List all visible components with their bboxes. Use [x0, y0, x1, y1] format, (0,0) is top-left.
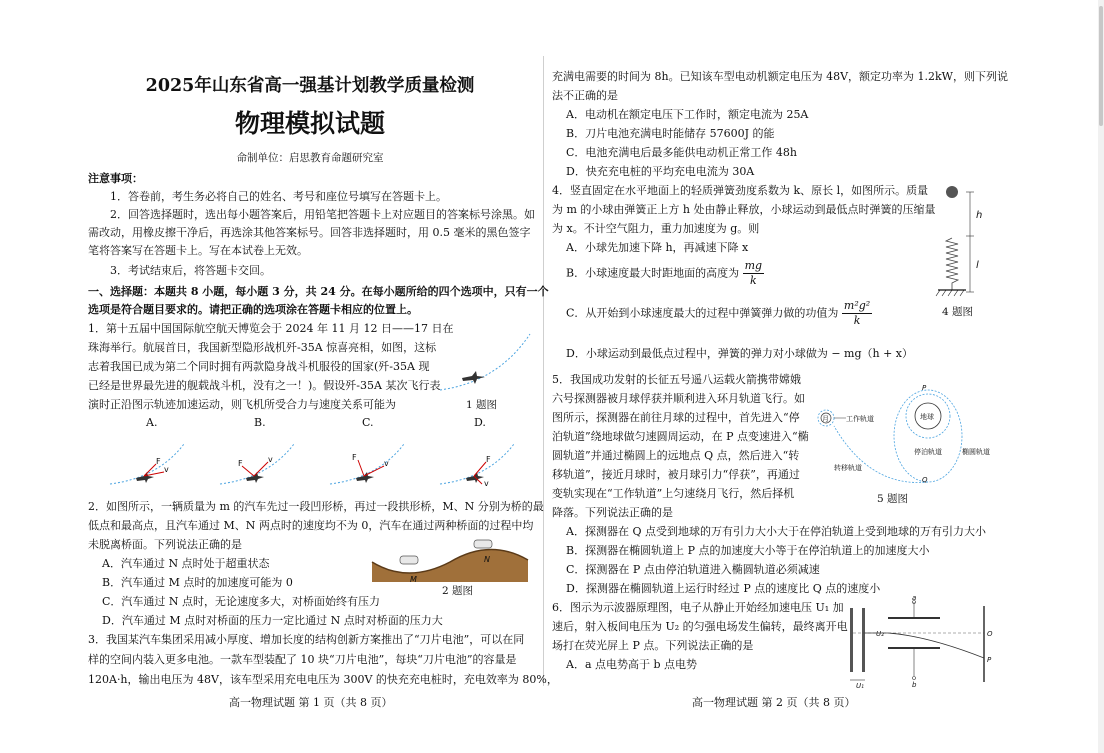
exam-producer: 命制单位：启思教育命题研究室 [236, 152, 384, 164]
q3-option-a: A．电动机在额定电压下工作时，额定电流为 25A [566, 108, 809, 121]
q5-figure [810, 378, 1000, 488]
spring-icon [946, 238, 958, 290]
jet-icon [462, 371, 485, 384]
q4-option-b [566, 259, 764, 288]
question-1-line: 志着我国已成为第二个同时拥有两款隐身战斗机服役的国家(歼-35A 现 [88, 360, 430, 373]
exam-subtitle: 物理模拟试题 [234, 109, 385, 138]
ball-icon [946, 186, 958, 198]
question-3-line: 120A·h，输出电压为 48V，该车型采用充电电压为 300V 的快充充电桩时，充电效率为 80%， [88, 673, 558, 686]
q1-diagram-d [438, 440, 518, 488]
note-line: 2．回答选择题时，选出每小题答案后，用铅笔把答题卡上对应题目的答案标号涂黑。如 [110, 208, 535, 221]
q4-option-c [566, 299, 872, 328]
svg-text:v: v [164, 465, 169, 474]
question-2-line: 未脱离桥面。下列说法正确的是 [88, 538, 242, 551]
question-5-line: 六号探测器被月球俘获并顺利进入环月轨道飞行。如 [552, 392, 805, 405]
q4-option-b-fraction [743, 259, 764, 288]
q3-option-d: D．快充充电桩的平均充电电流为 30A [566, 165, 755, 178]
q4-option-c-fraction [842, 299, 872, 328]
question-2-line: 2．如图所示，一辆质量为 m 的汽车先过一段凹形桥，再过一段拱形桥，M、N 分别为桥的最 [88, 500, 544, 513]
q2-figure [370, 532, 530, 584]
question-5-line: 圆轨道”并通过椭圆上的远地点 Q 点，然后进入“转 [552, 449, 800, 462]
earth-label: 地球 [920, 413, 934, 421]
svg-text:l: l [976, 260, 979, 271]
svg-text:h: h [976, 210, 983, 221]
question-6-line: 场打在荧光屏上 P 点。下列说法正确的是 [552, 639, 754, 652]
fraction-numerator: m²g² [843, 299, 871, 312]
question-5-line: 变轨实现在“工作轨道”上匀速绕月飞行，然后择机 [552, 487, 795, 500]
q3-option-c: C．电池充满电后最多能供电动机正常工作 48h [566, 146, 797, 159]
q4-option-a: A．小球先加速下降 h，再减速下降 x [566, 241, 749, 254]
svg-text:F: F [486, 455, 491, 464]
question-1-line: 已经是世界最先进的舰载战斗机，没有之一！)。假设歼-35A 某次飞行表 [88, 379, 441, 392]
point-q-label: Q [922, 476, 928, 484]
question-5-line: 图所示，探测器在前往月球的过程中，首先进入“停 [552, 411, 800, 424]
q1-option-d: D. [474, 416, 486, 429]
question-5-line: 5．我国成功发射的长征五号遥八运载火箭携带嫦娥 [552, 373, 801, 386]
question-5-line: 泊轨道”绕地球做匀速圆周运动，在 P 点变速进入“椭 [552, 430, 809, 443]
note-line: 笔将答案写在答题卡上。写在本试卷上无效。 [88, 244, 308, 257]
page-2-footer: 高一物理试题 第 2 页（共 8 页） [692, 696, 856, 709]
u1-label: U₁ [856, 682, 864, 688]
car-icon [474, 540, 492, 548]
a-label: a [912, 596, 917, 602]
q1-option-c: C. [362, 416, 374, 429]
question-6-line: 速后，射入板间电压为 U₂ 的匀强电场发生偏转，最终离开电 [552, 620, 848, 633]
section-heading: 一、选择题：本题共 8 小题，每小题 3 分，共 24 分。在每小题所给的四个选项中，只有一个 [88, 285, 549, 298]
q1-option-b: B. [254, 416, 266, 429]
svg-text:F: F [352, 453, 357, 462]
q4-option-c-text: C．从开始到小球速度最大的过程中弹簧弹力做的功值为 [566, 306, 839, 320]
fraction-denominator: k [853, 314, 861, 327]
q5-option-b: B．探测器在椭圆轨道上 P 点的加速度大小等于在停泊轨道上的加速度大小 [566, 544, 930, 557]
question-5-line: 移轨道”，接近月球时，被月球引力“俘获”，再通过 [552, 468, 800, 481]
o-label: O [987, 630, 993, 638]
q2-option-a: A．汽车通过 N 点时处于超重状态 [102, 557, 270, 570]
question-1-line: 珠海举行。航展首日，我国新型隐形战机歼-35A 惊喜亮相，如图，这标 [88, 341, 437, 354]
section-heading: 选项是符合题目要求的。请把正确的选项涂在答题卡相应的位置上。 [88, 303, 418, 316]
q1-figure [438, 330, 534, 392]
q2-option-c: C．汽车通过 N 点时，无论速度多大，对桥面始终有压力 [102, 595, 381, 608]
svg-text:v: v [384, 459, 389, 468]
q5-option-c: C．探测器在 P 点由停泊轨道进入椭圆轨道必须减速 [566, 563, 820, 576]
q1-diagram-a [108, 440, 188, 488]
work-orbit-label: 工作轨道 [846, 415, 874, 423]
question-4-line: 4．竖直固定在水平地面上的轻质弹簧劲度系数为 k、原长 l，如图所示。质量 [552, 184, 929, 197]
q6-option-a: A．a 点电势高于 b 点电势 [566, 658, 698, 671]
question-4-line: 为 m 的小球由弹簧正上方 h 处由静止释放，小球运动到最低点时弹簧的压缩量 [552, 203, 936, 216]
scrollbar-thumb[interactable] [1099, 6, 1103, 126]
svg-text:F: F [238, 459, 243, 468]
svg-text:N: N [484, 555, 490, 564]
q2-option-b: B．汽车通过 M 点时的加速度可能为 0 [102, 576, 293, 589]
column-divider [543, 56, 544, 686]
b-label: b [912, 681, 917, 688]
q2-option-d: D．汽车通过 M 点时对桥面的压力一定比通过 N 点时对桥面的压力大 [102, 614, 443, 627]
q6-figure [848, 596, 994, 688]
q1-diagram-c [328, 440, 408, 488]
svg-text:v: v [268, 455, 273, 464]
q5-figure-label: 5 题图 [877, 493, 909, 505]
question-2-line: 低点和最高点，且汽车通过 M、N 两点时的速度均不为 0，汽车在通过两种桥面的过程中均 [88, 519, 534, 532]
q1-diagram-b [218, 440, 298, 488]
notes-title: 注意事项： [88, 172, 143, 185]
q4-figure-label: 4 题图 [942, 306, 974, 318]
q4-option-b-text: B．小球速度最大时距地面的高度为 [566, 266, 740, 280]
fraction-denominator: k [750, 274, 757, 287]
parking-orbit-label: 停泊轨道 [914, 448, 942, 456]
exam-title: 2025年山东省高一强基计划教学质量检测 [145, 76, 475, 96]
svg-text:v: v [484, 479, 489, 488]
q2-figure-label: 2 题图 [442, 585, 474, 597]
q1-figure-label: 1 题图 [466, 399, 498, 411]
question-1-line: 1．第十五届中国国际航空航天博览会于 2024 年 11 月 12 日——17 日在 [88, 322, 454, 335]
svg-text:F: F [156, 457, 161, 466]
question-3-line: 样的空间内装入更多电池。一款车型装配了 10 块“刀片电池”，每块“刀片电池”的容量是 [88, 653, 517, 666]
question-3-line: 充满电需要的时间为 8h。已知该车型电动机额定电压为 48V，额定功率为 1.2kW，则下列说 [552, 70, 1008, 83]
q5-option-a: A．探测器在 Q 点受到地球的万有引力大小大于在停泊轨道上受到地球的万有引力大小 [566, 525, 986, 538]
point-p-label: P [922, 384, 927, 392]
u2-label: U₂ [876, 630, 884, 638]
vertical-scrollbar[interactable] [1098, 0, 1104, 753]
question-3-line: 3．我国某汽车集团采用减小厚度、增加长度的结构创新方案推出了“刀片电池”，可以在同 [88, 633, 525, 646]
note-line: 3．考试结束后，将答题卡交回。 [110, 264, 271, 277]
q3-option-b: B．刀片电池充满电时能储存 57600J 的能 [566, 127, 775, 140]
q5-option-d: D．探测器在椭圆轨道上运行时经过 P 点的速度比 Q 点的速度小 [566, 582, 881, 595]
question-4-line: 为 x。不计空气阻力，重力加速度为 g。则 [552, 222, 760, 235]
q4-option-d: D．小球运动到最低点过程中，弹簧的弹力对小球做为 − mg（h + x） [566, 347, 913, 360]
moon-label: 月 [822, 415, 829, 423]
q1-option-a: A. [146, 416, 158, 429]
note-line: 需改动，用橡皮擦干净后，再选涂其他答案标号。回答非选择题时，用 0.5 毫米的黑色签字 [88, 226, 531, 239]
svg-text:M: M [410, 575, 417, 584]
transfer-orbit-label: 转移轨道 [834, 464, 862, 472]
question-6-line: 6．图示为示波器原理图，电子从静止开始经加速电压 U₁ 加 [552, 601, 844, 614]
question-1-line: 演时正沿图示轨迹加速运动，则飞机所受合力与速度关系可能为 [88, 398, 396, 411]
ellipse-orbit-label: 椭圆轨道 [962, 448, 990, 456]
question-5-line: 降落。下列说法正确的是 [552, 506, 673, 519]
p-label: P [987, 656, 992, 664]
question-3-line: 法不正确的是 [552, 89, 618, 102]
fraction-numerator: mg [744, 259, 763, 272]
car-icon [400, 556, 418, 564]
note-line: 1．答卷前，考生务必将自己的姓名、考号和座位号填写在答题卡上。 [110, 190, 447, 203]
q4-figure [930, 184, 990, 298]
page-1-footer: 高一物理试题 第 1 页（共 8 页） [229, 696, 393, 709]
